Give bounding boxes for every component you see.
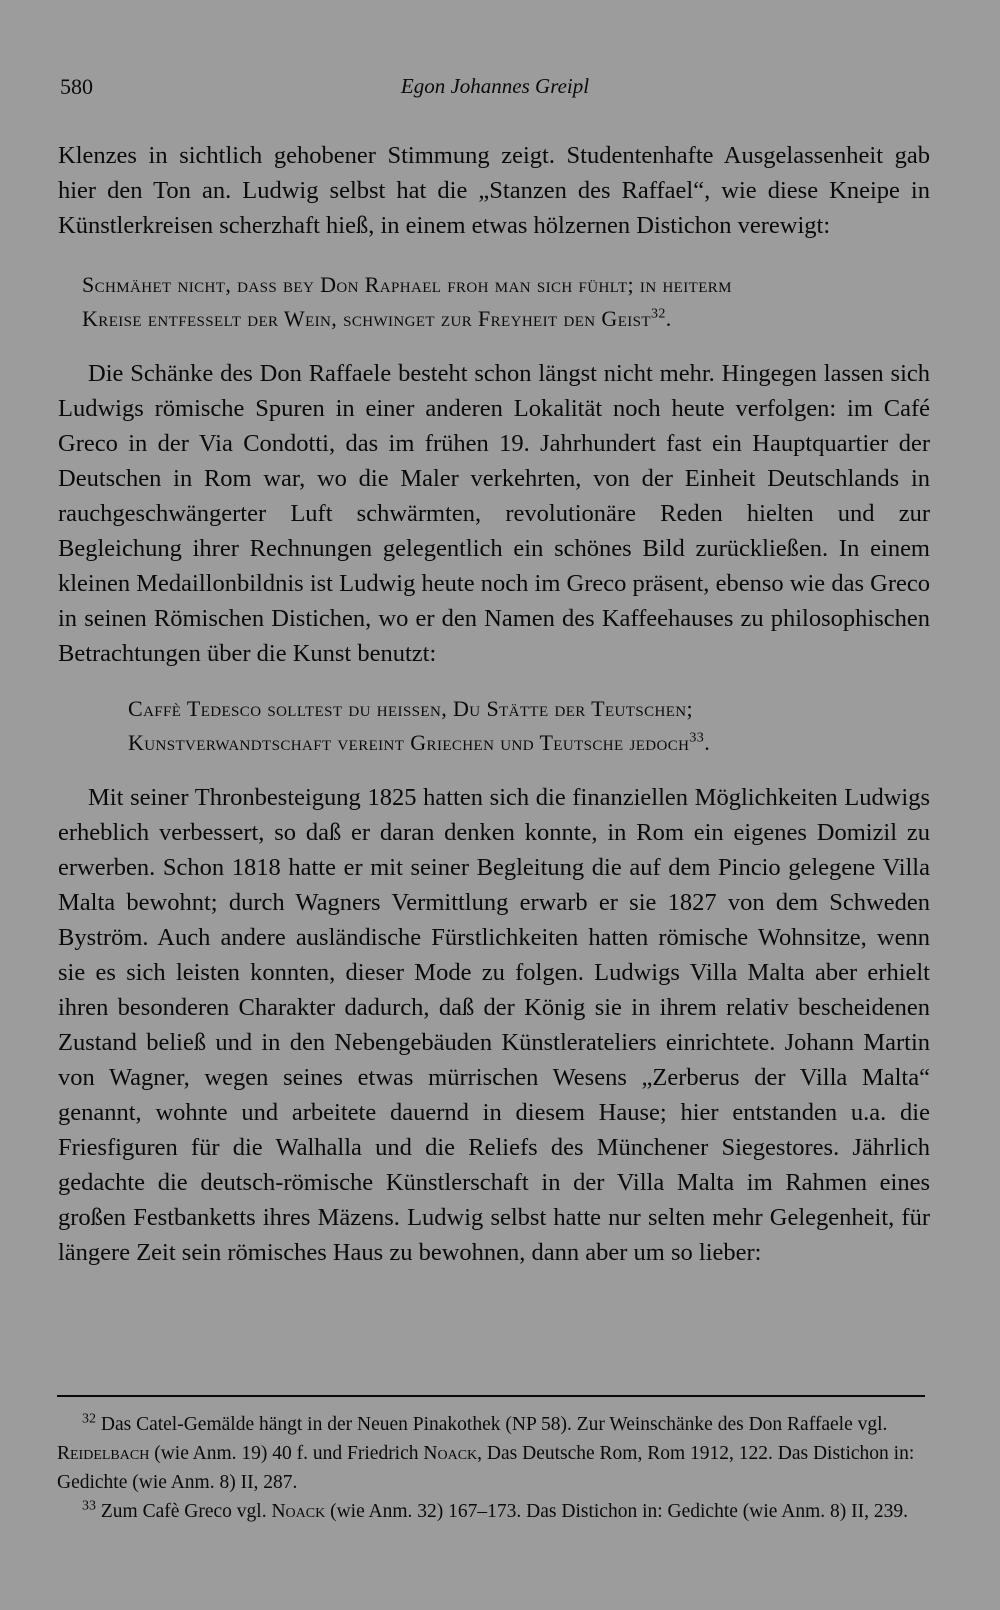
footnote-32-author-1: Reidelbach xyxy=(57,1443,150,1464)
footnote-rule xyxy=(57,1395,925,1397)
footnote-33-mark: 33 xyxy=(82,1498,96,1514)
verse-2-line-1: Caffè Tedesco solltest du heissen, Du Stätte der Teutschen; xyxy=(128,696,694,721)
verse-quote-2 xyxy=(128,692,930,760)
verse-2-line-2 xyxy=(128,726,930,760)
main-text xyxy=(58,138,930,1270)
verse-1-line-1: Schmähet nicht, dass bey Don Raphael froh man sich fühlt; in heiterm xyxy=(82,272,732,297)
footnote-ref-33: 33 xyxy=(689,730,705,746)
footnote-32 xyxy=(57,1410,927,1497)
footnote-32-text-c: , Das Deutsche Rom, Rom 1912, 122. Das Distichon in: Gedichte (wie Anm. 8) II, 287. xyxy=(57,1443,915,1493)
verse-1-line-2-text: Kreise entfesselt der Wein, schwinget zur Freyheit den Geist xyxy=(82,306,651,331)
footnote-32-text-b: (wie Anm. 19) 40 f. und Friedrich xyxy=(154,1443,419,1464)
paragraph-2: Die Schänke des Don Raffaele besteht schon längst nicht mehr. Hingegen lassen sich Ludwigs römische Spuren in einer anderen Lokalität noch heute verfolgen: im Café Greco in der Via Condotti, das im frühen 19. Jahrhundert fast ein Hauptquartier der Deutschen in Rom war, wo die Maler verkehrten, von der Einheit Deutschlands in rauchgeschwängerter Luft schwärmten, revolutionäre Reden hielten und zur Begleichung ihrer Rechnungen gelegentlich ein schönes Bild zurückließen. In einem kleinen Medaillonbildnis ist Ludwig heute noch im Greco präsent, ebenso wie das Greco in seinen Römischen Distichen, wo er den Namen des Kaffeehauses zu philosophischen Betrachtungen über die Kunst benutzt: xyxy=(58,360,930,667)
verse-2-line-2-text: Kunstverwandtschaft vereint Griechen und Teutsche jedoch xyxy=(128,730,690,755)
verse-2-end: . xyxy=(704,730,711,755)
verse-quote-1 xyxy=(82,268,930,336)
footnote-33 xyxy=(57,1497,927,1526)
paragraph-3: Mit seiner Thronbesteigung 1825 hatten sich die finanziellen Möglichkeiten Ludwigs erheblich verbessert, so daß er daran denken konnte, in Rom ein eigenes Domizil zu erwerben. Schon 1818 hatte er mit seiner Begleitung die auf dem Pincio gelegene Villa Malta bewohnt; durch Wagners Vermittlung erwarb er sie 1827 von dem Schweden Byström. Auch andere ausländische Fürstlichkeiten hatten römische Wohnsitze, wenn sie es sich leisten konnten, dieser Mode zu folgen. Ludwigs Villa Malta aber erhielt ihren besonderen Charakter dadurch, daß der König sie in ihrem relativ bescheidenen Zustand beließ und in den Nebengebäuden Künstlerateliers einrichtete. Johann Martin von Wagner, wegen seines etwas mürrischen Wesens „Zerberus der Villa Malta“ genannt, wohnte und arbeitete dauernd in diesem Hause; hier entstanden u.a. die Friesfiguren für die Walhalla und die Reliefs des Münchener Siegestores. Jährlich gedachte die deutsch-römische Künstlerschaft in der Villa Malta im Rahmen eines großen Festbanketts ihres Mäzens. Ludwig selbst hatte nur selten mehr Gelegenheit, für längere Zeit sein römisches Haus zu bewohnen, dann aber um so lieber: xyxy=(58,784,930,1266)
page-number: 580 xyxy=(60,74,93,99)
footnote-32-text-a: Das Catel-Gemälde hängt in der Neuen Pinakothek (NP 58). Zur Weinschänke des Don Raffaele vgl. xyxy=(100,1414,888,1435)
footnote-32-mark: 32 xyxy=(82,1411,96,1427)
footnote-32-author-2: Noack xyxy=(423,1443,478,1464)
verse-1-line-2 xyxy=(82,302,930,336)
footnote-33-author: Noack xyxy=(271,1501,326,1522)
page-header xyxy=(60,74,930,104)
footnote-33-text-b: (wie Anm. 32) 167–173. Das Distichon in: Gedichte (wie Anm. 8) II, 239. xyxy=(330,1501,908,1522)
running-head: Egon Johannes Greipl xyxy=(400,74,590,98)
footnote-ref-32: 32 xyxy=(650,306,666,322)
verse-1-end: . xyxy=(665,306,672,331)
footnote-33-text-a: Zum Cafè Greco vgl. xyxy=(100,1501,267,1522)
footnotes xyxy=(57,1410,927,1526)
paragraph-1: Klenzes in sichtlich gehobener Stimmung zeigt. Studentenhafte Ausgelassenheit gab hier den Ton an. Ludwig selbst hat die „Stanzen des Raffael“, wie diese Kneipe in Künstlerkreisen scherzhaft hieß, in einem etwas hölzernen Distichon verewigt: xyxy=(58,142,930,239)
